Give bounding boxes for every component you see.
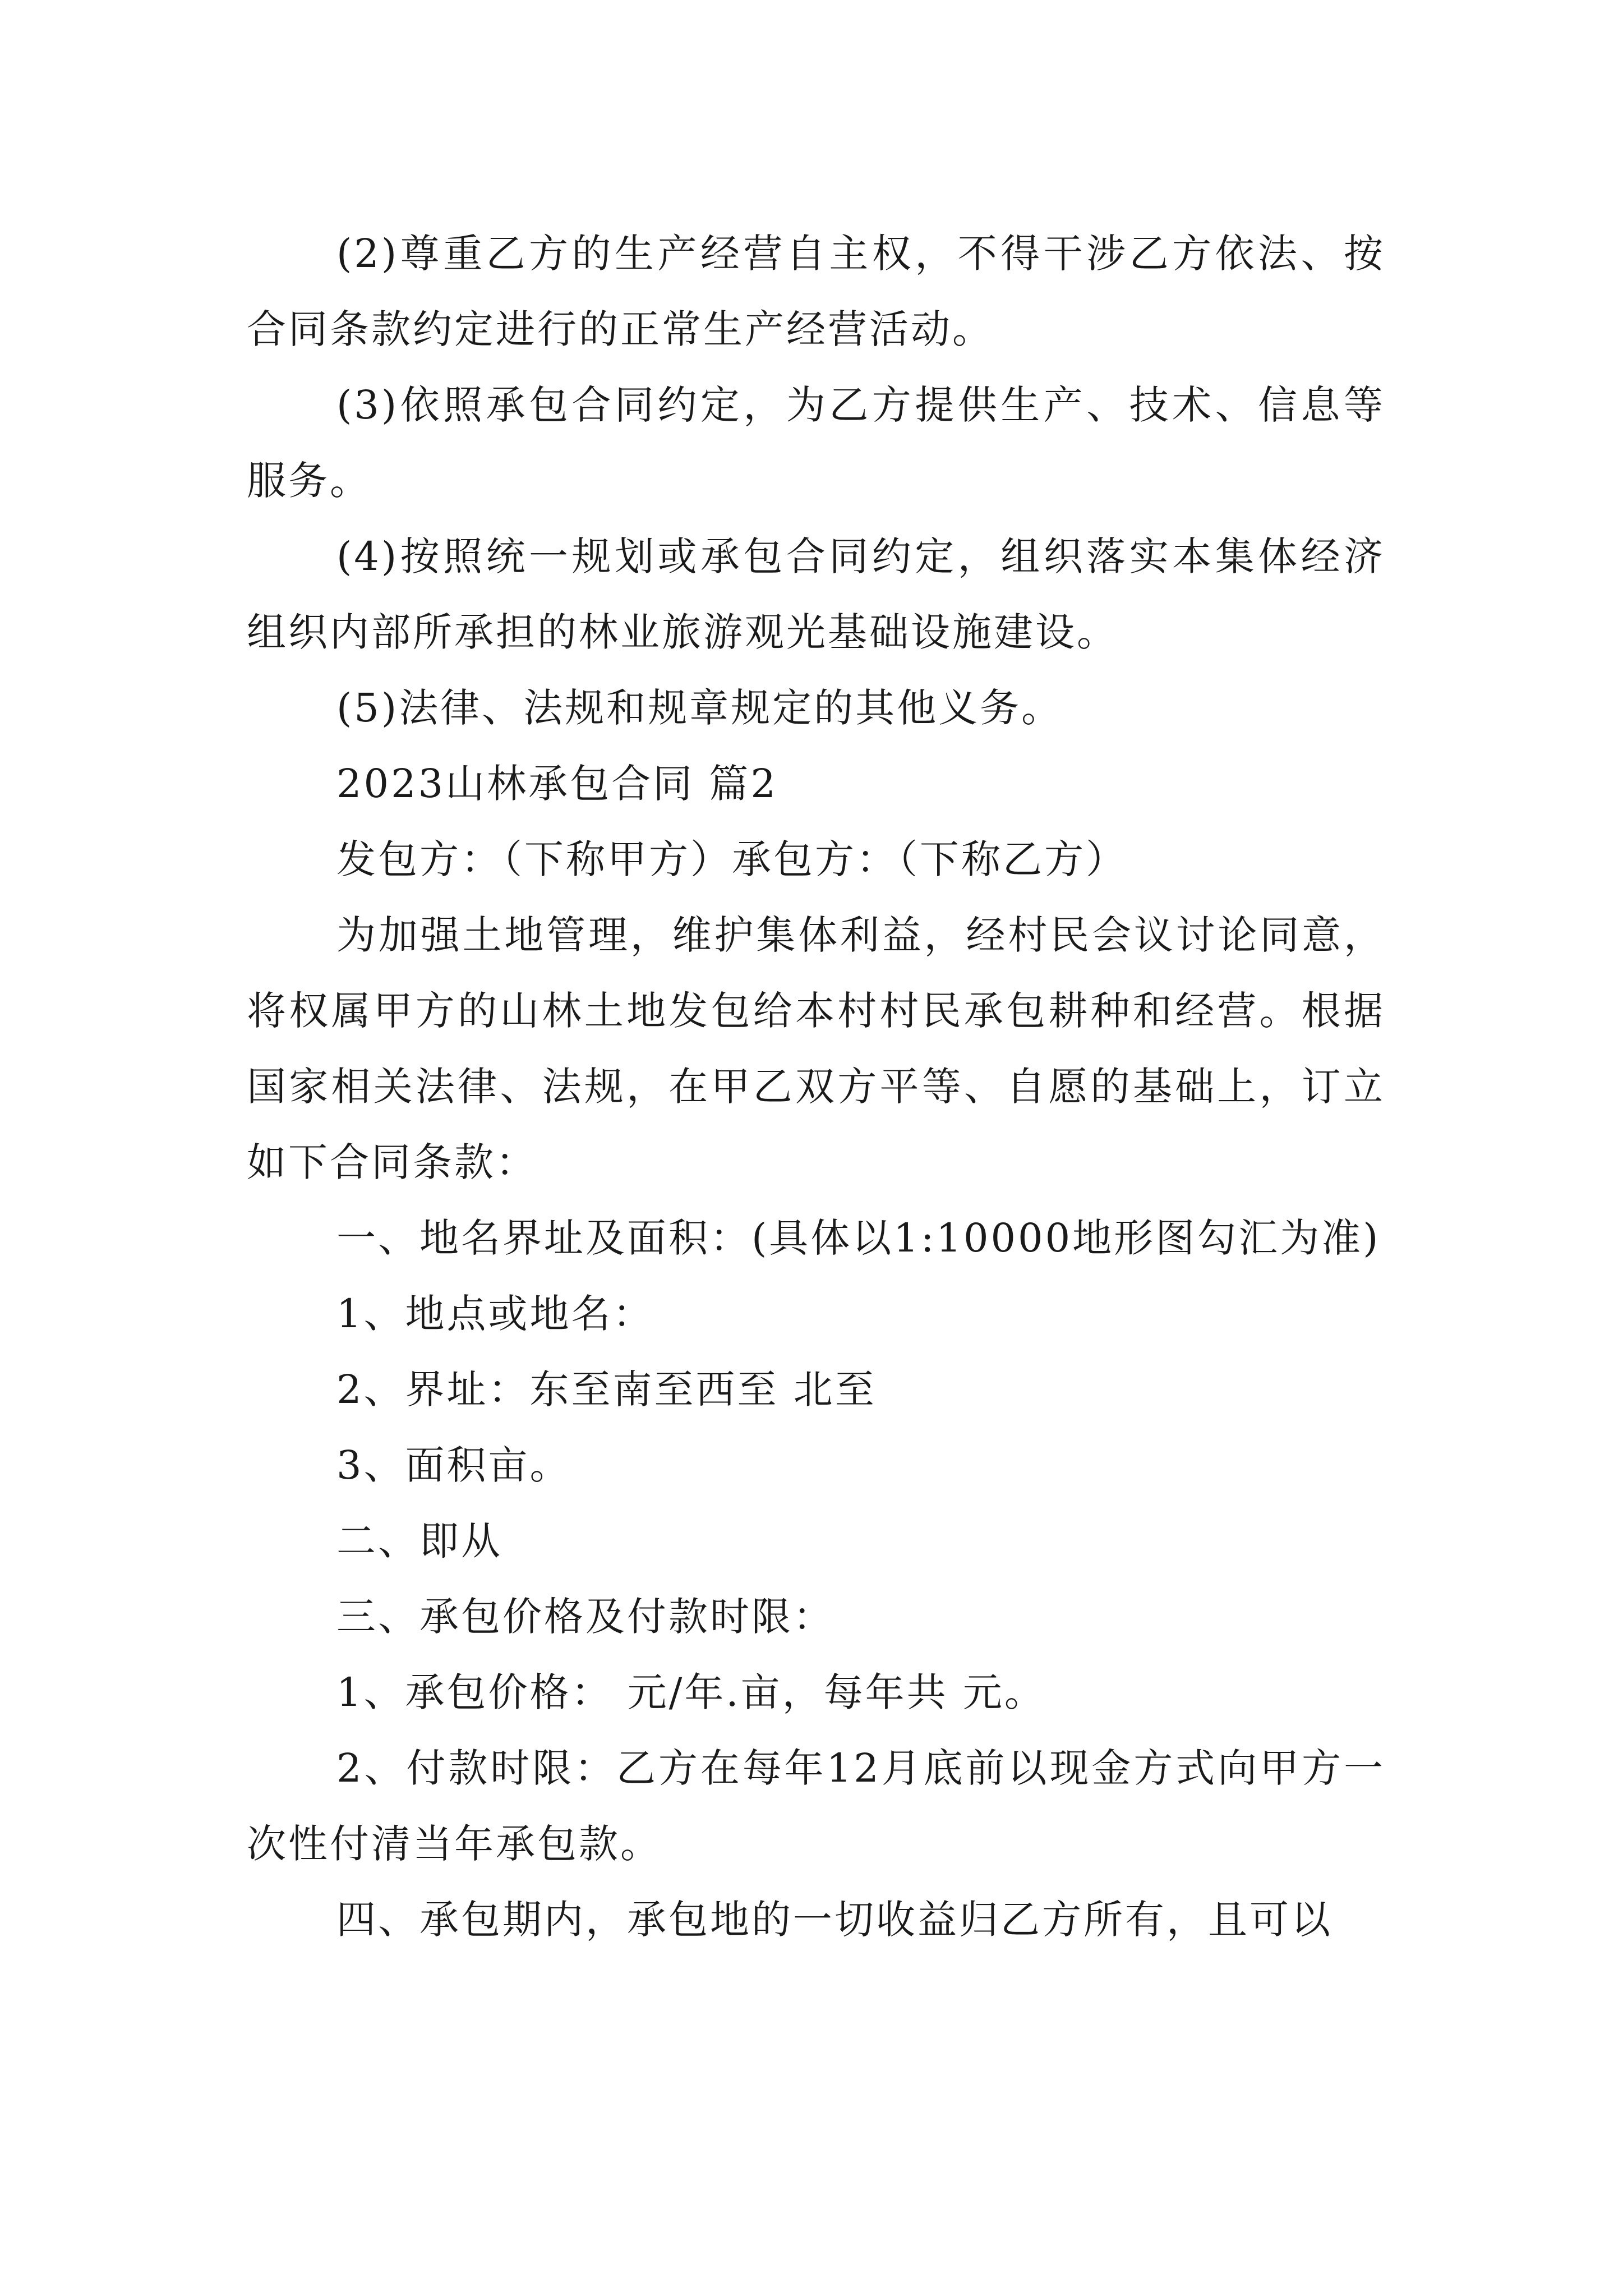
paragraph: 2、付款时限：乙方在每年12月底前以现金方式向甲方一次性付清当年承包款。: [247, 1745, 1385, 1867]
paragraph: (4)按照统一规划或承包合同约定，组织落实本集体经济组织内部所承担的林业旅游观光基础设施建设。: [247, 533, 1385, 655]
paragraph: 二、即从: [336, 1518, 502, 1564]
document-body: [247, 216, 1385, 1958]
paragraph: (5)法律、法规和规章规定的其他义务。: [336, 685, 1063, 731]
paragraph: 1、承包价格： 元/年.亩，每年共 元。: [336, 1669, 1046, 1715]
paragraph: 为加强土地管理，维护集体利益，经村民会议讨论同意，将权属甲方的山林土地发包给本村村民承包耕种和经营。根据国家相关法律、法规，在甲乙双方平等、自愿的基础上，订立如下合同条款：: [247, 912, 1385, 1185]
paragraph: 1、地点或地名：: [336, 1291, 654, 1337]
paragraph: (2)尊重乙方的生产经营自主权，不得干涉乙方依法、按合同条款约定进行的正常生产经营活动。: [247, 231, 1385, 352]
paragraph: (3)依照承包合同约定，为乙方提供生产、技术、信息等服务。: [247, 382, 1385, 504]
paragraph: 一、地名界址及面积：(具体以1:10000地形图勾汇为准): [336, 1215, 1381, 1261]
paragraph: 3、面积亩。: [336, 1442, 571, 1488]
paragraph: 三、承包价格及付款时限：: [336, 1594, 834, 1640]
paragraph: 发包方：（下称甲方）承包方：（下称乙方）: [336, 836, 1127, 882]
paragraph: 2、界址：东至南至西至 北至: [336, 1366, 877, 1412]
section-heading: 2023山林承包合同 篇2: [336, 761, 778, 807]
paragraph: 四、承包期内，承包地的一切收益归乙方所有，且可以: [336, 1897, 1332, 1943]
